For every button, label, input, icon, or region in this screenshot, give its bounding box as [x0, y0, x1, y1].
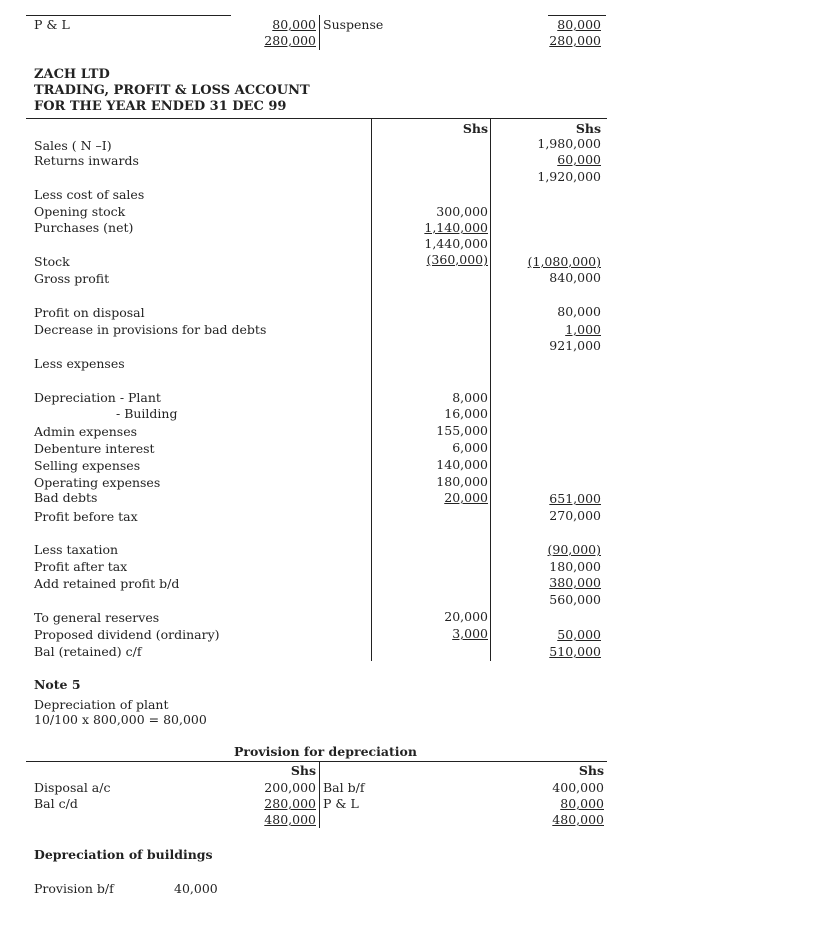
row-label: To general reserves [34, 610, 160, 625]
row-label: Debenture interest [34, 441, 155, 456]
row-col2: 1,000 [565, 322, 601, 337]
row-col2: 80,000 [557, 304, 601, 319]
provision-left-header: Shs [290, 763, 316, 778]
row-col2: 840,000 [549, 270, 601, 285]
row-col2: 1,920,000 [537, 169, 601, 184]
row-label: Selling expenses [34, 458, 141, 473]
provision-left-total: 480,000 [264, 812, 316, 827]
row-col2: 651,000 [549, 491, 601, 506]
column-divider-left [371, 118, 372, 661]
row-col2: 180,000 [549, 559, 601, 574]
row-col2: 60,000 [557, 152, 601, 167]
row-label: Bal (retained) c/f [34, 644, 142, 659]
provision-right-header: Shs [578, 763, 604, 778]
row-col2: 510,000 [549, 644, 601, 659]
provision-right-amount: 400,000 [552, 780, 604, 795]
row-label: Sales ( N –I) [34, 138, 112, 153]
row-col2: 380,000 [549, 575, 601, 590]
row-col1: 20,000 [444, 609, 488, 624]
note-title: Note 5 [34, 677, 81, 692]
provision-left-amount: 280,000 [264, 796, 316, 811]
row-col2: (1,080,000) [527, 254, 601, 269]
provision-right-amount: 80,000 [560, 796, 604, 811]
provision-right-total: 480,000 [552, 812, 604, 827]
row-label: Admin expenses [34, 424, 138, 439]
buildings-title: Depreciation of buildings [34, 847, 213, 862]
statement-period: FOR THE YEAR ENDED 31 DEC 99 [34, 99, 287, 114]
provision-left-label: Disposal a/c [34, 780, 111, 795]
row-label: Returns inwards [34, 153, 139, 168]
row-col1: 140,000 [436, 457, 488, 472]
row-col1: 300,000 [436, 204, 488, 219]
row-col1: 1,140,000 [424, 220, 488, 235]
row-col1: 155,000 [436, 423, 488, 438]
row-col1: 8,000 [452, 390, 488, 405]
row-label: Operating expenses [34, 475, 161, 490]
top-account-rule [26, 15, 231, 16]
top-account-divider [319, 15, 320, 50]
row-col1: 20,000 [444, 490, 488, 505]
provision-title: Provision for depreciation [234, 744, 417, 759]
row-label: Depreciation - Plant [34, 390, 161, 405]
row-col1: 6,000 [452, 440, 488, 455]
statement-title: TRADING, PROFIT & LOSS ACCOUNT [34, 83, 310, 98]
row-col2: 560,000 [549, 592, 601, 607]
provision-rule [26, 761, 607, 762]
row-label: Profit on disposal [34, 305, 145, 320]
row-col2: (90,000) [547, 542, 601, 557]
column-header-2: Shs [575, 121, 601, 136]
row-col1: 3,000 [452, 626, 488, 641]
row-label: Decrease in provisions for bad debts [34, 322, 267, 337]
row-col2: 921,000 [549, 338, 601, 353]
row-label: Profit after tax [34, 559, 128, 574]
row-label: Opening stock [34, 204, 126, 219]
row-col1: 180,000 [436, 474, 488, 489]
top-right-amount: 80,000 [557, 17, 601, 32]
provision-right-label: P & L [323, 796, 359, 811]
row-col2: 1,980,000 [537, 136, 601, 151]
top-left-label: P & L [34, 17, 70, 32]
row-col1: 1,440,000 [424, 236, 488, 251]
row-label: Proposed dividend (ordinary) [34, 627, 220, 642]
row-col1: 16,000 [444, 406, 488, 421]
provision-right-label: Bal b/f [323, 780, 365, 795]
provision-left-amount: 200,000 [264, 780, 316, 795]
row-label: Less taxation [34, 542, 119, 557]
row-label: Gross profit [34, 271, 110, 286]
row-col2: 50,000 [557, 627, 601, 642]
provision-left-label: Bal c/d [34, 796, 78, 811]
row-col2: 270,000 [549, 508, 601, 523]
heading-rule [26, 118, 607, 119]
top-left-amount: 80,000 [272, 17, 316, 32]
buildings-amount: 40,000 [174, 881, 218, 896]
note-line-1: Depreciation of plant [34, 697, 169, 712]
row-label: Add retained profit b/d [34, 576, 180, 591]
top-left-total: 280,000 [264, 33, 316, 48]
row-label: - Building [116, 406, 178, 421]
row-col1: (360,000) [426, 252, 488, 267]
row-label: Stock [34, 254, 70, 269]
top-account-rule-right [548, 15, 606, 16]
provision-divider [319, 761, 320, 828]
row-label: Purchases (net) [34, 220, 134, 235]
buildings-label: Provision b/f [34, 881, 114, 896]
top-right-label: Suspense [323, 17, 384, 32]
row-label: Profit before tax [34, 509, 138, 524]
column-header-1: Shs [462, 121, 488, 136]
company-name: ZACH LTD [34, 67, 110, 82]
row-label: Less cost of sales [34, 187, 145, 202]
top-right-total: 280,000 [549, 33, 601, 48]
row-label: Bad debts [34, 490, 98, 505]
row-label: Less expenses [34, 356, 125, 371]
note-line-2: 10/100 x 800,000 = 80,000 [34, 712, 207, 727]
column-divider-right [490, 118, 491, 661]
